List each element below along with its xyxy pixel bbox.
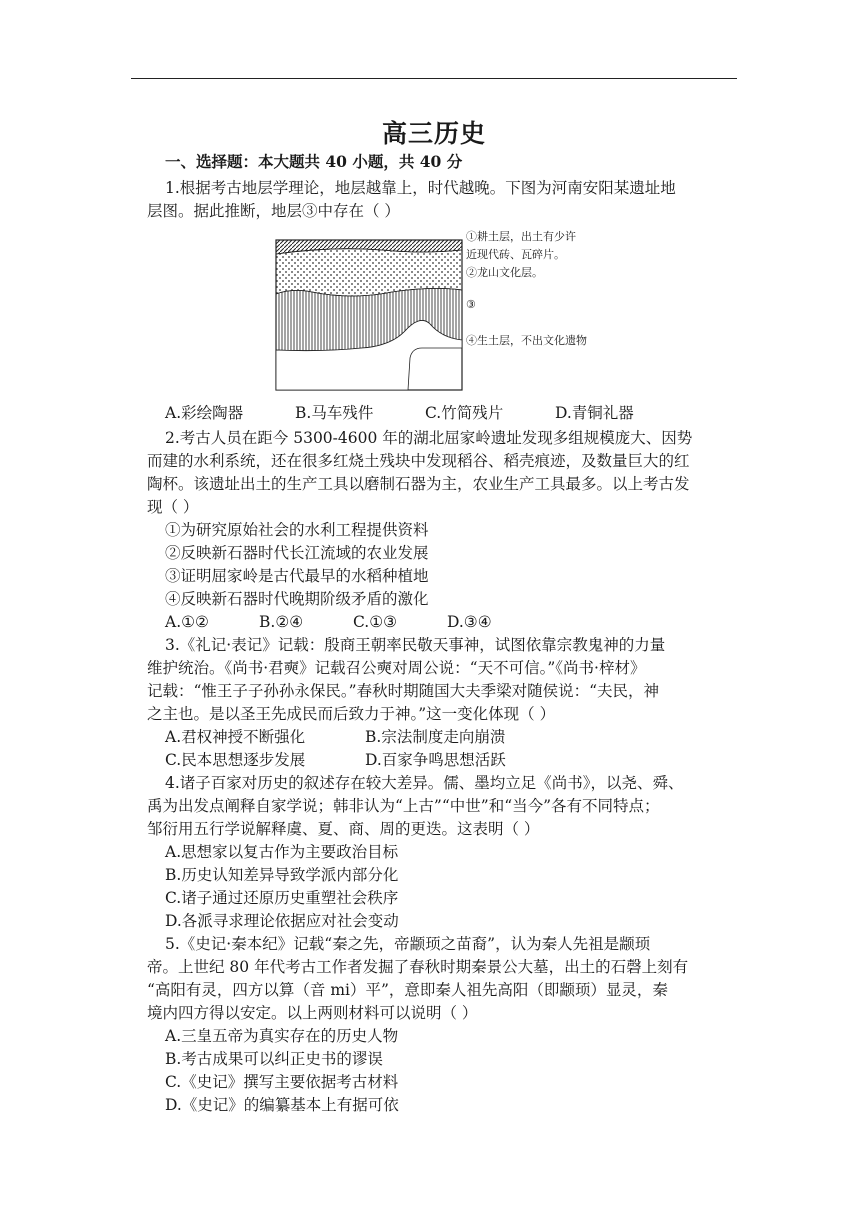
q3-stem-line-3: 记载：“惟王子子孙孙永保民。”春秋时期随国大夫季梁对随侯说：“夫民，神: [147, 682, 660, 700]
layer-1-label-cont: 近现代砖、瓦碎片。: [466, 248, 565, 261]
section-heading: 一、选择题：本大题共 40 小题，共 40 分: [165, 152, 463, 171]
header-rule: [131, 78, 737, 79]
q2-item-3: ③证明屈家岭是古代最早的水稻种植地: [165, 567, 429, 585]
q2-item-4: ④反映新石器时代晚期阶级矛盾的激化: [165, 590, 429, 608]
q5-option-d[interactable]: D.《史记》的编纂基本上有据可依: [165, 1096, 399, 1114]
q3-stem-line-1: 3.《礼记·表记》记载：殷商王朝率民敬天事神，试图依靠宗教鬼神的力量: [165, 636, 666, 654]
q2-stem-line-2: 而建的水利系统，还在很多红烧土残块中发现稻谷、稻壳痕迹，及数量巨大的红: [147, 452, 690, 470]
q5-stem-line-4: 境内四方得以安定。以上两则材料可以说明（ ）: [147, 1004, 478, 1022]
q2-option-d[interactable]: D.③④: [447, 613, 492, 631]
q4-option-d[interactable]: D.各派寻求理论依据应对社会变动: [165, 912, 399, 930]
layer-1-label: ①耕土层，出土有少许: [466, 230, 576, 243]
layer-2-label: ②龙山文化层。: [466, 266, 543, 279]
q2-options: [165, 612, 492, 632]
q5-stem-line-2: 帝。上世纪 80 年代考古工作者发掘了春秋时期秦景公大墓，出土的石磬上刻有: [147, 958, 689, 976]
q1-options: [165, 403, 634, 423]
q4-option-c[interactable]: C.诸子通过还原历史重塑社会秩序: [165, 889, 399, 907]
q2-stem-line-3: 陶杯。该遗址出土的生产工具以磨制石器为主，农业生产工具最多。以上考古发: [147, 475, 690, 493]
layer-4-label: ④生土层，不出文化遗物: [466, 334, 587, 347]
q3-stem-line-4: 之主也。是以圣王先成民而后致力于神。”这一变化体现（ ）: [147, 705, 556, 723]
q4-stem-line-1: 4.诸子百家对历史的叙述存在较大差异。儒、墨均立足《尚书》，以尧、舜、: [165, 774, 684, 792]
q2-stem-line-1: 2.考古人员在距今 5300-4600 年的湖北屈家岭遗址发现多组规模庞大、因势: [165, 429, 693, 447]
stratigraphy-diagram: [272, 228, 472, 394]
q2-item-1: ①为研究原始社会的水利工程提供资料: [165, 521, 429, 539]
q1-option-b[interactable]: B.马车残件: [295, 404, 374, 422]
q5-option-c[interactable]: C.《史记》撰写主要依据考古材料: [165, 1073, 399, 1091]
q2-option-a[interactable]: A.①②: [165, 613, 209, 631]
stratigraphy-figure: [272, 228, 612, 398]
q4-option-b[interactable]: B.历史认知差异导致学派内部分化: [165, 866, 399, 884]
q1-stem-line-1: 1.根据考古地层学理论，地层越靠上，时代越晚。下图为河南安阳某遗址地: [165, 179, 676, 197]
q1-option-c[interactable]: C.竹简残片: [425, 404, 504, 422]
q5-stem-line-3: “高阳有灵，四方以算（音 mi）平”，意即秦人祖先高阳（即颛顼）显灵，秦: [147, 981, 668, 999]
q3-option-a[interactable]: A.君权神授不断强化: [165, 728, 306, 746]
q3-options-row-1: [165, 727, 505, 747]
layer-3-label: ③: [466, 298, 476, 311]
q4-stem-line-3: 邹衍用五行学说解释虞、夏、商、周的更迭。这表明（ ）: [147, 820, 540, 838]
q4-option-a[interactable]: A.思想家以复古作为主要政治目标: [165, 843, 399, 861]
page-title: 高三历史: [381, 119, 486, 148]
q3-options-row-2: [165, 750, 506, 770]
q2-item-2: ②反映新石器时代长江流域的农业发展: [165, 544, 429, 562]
q5-stem-line-1: 5.《史记·秦本纪》记载“秦之先，帝颛顼之苗裔”，认为秦人先祖是颛顼: [165, 935, 651, 953]
q3-option-c[interactable]: C.民本思想逐步发展: [165, 751, 306, 769]
q1-stem-line-2: 层图。据此推断，地层③中存在（ ）: [147, 202, 400, 220]
q2-option-b[interactable]: B.②④: [259, 613, 304, 631]
q3-option-b[interactable]: B.宗法制度走向崩溃: [365, 728, 506, 746]
q1-option-a[interactable]: A.彩绘陶器: [165, 404, 244, 422]
q3-stem-line-2: 维护统治。《尚书·君奭》记载召公奭对周公说：“天不可信。”《尚书·梓材》: [147, 659, 646, 677]
q2-stem-line-4: 现（ ）: [147, 498, 199, 516]
q1-option-d[interactable]: D.青铜礼器: [555, 404, 634, 422]
q5-option-b[interactable]: B.考古成果可以纠正史书的谬误: [165, 1050, 383, 1068]
q3-option-d[interactable]: D.百家争鸣思想活跃: [365, 751, 506, 769]
q2-option-c[interactable]: C.①③: [353, 613, 398, 631]
q5-option-a[interactable]: A.三皇五帝为真实存在的历史人物: [165, 1027, 399, 1045]
q4-stem-line-2: 禹为出发点阐释自家学说；韩非认为“上古”“中世”和“当今”各有不同特点；: [147, 797, 660, 815]
